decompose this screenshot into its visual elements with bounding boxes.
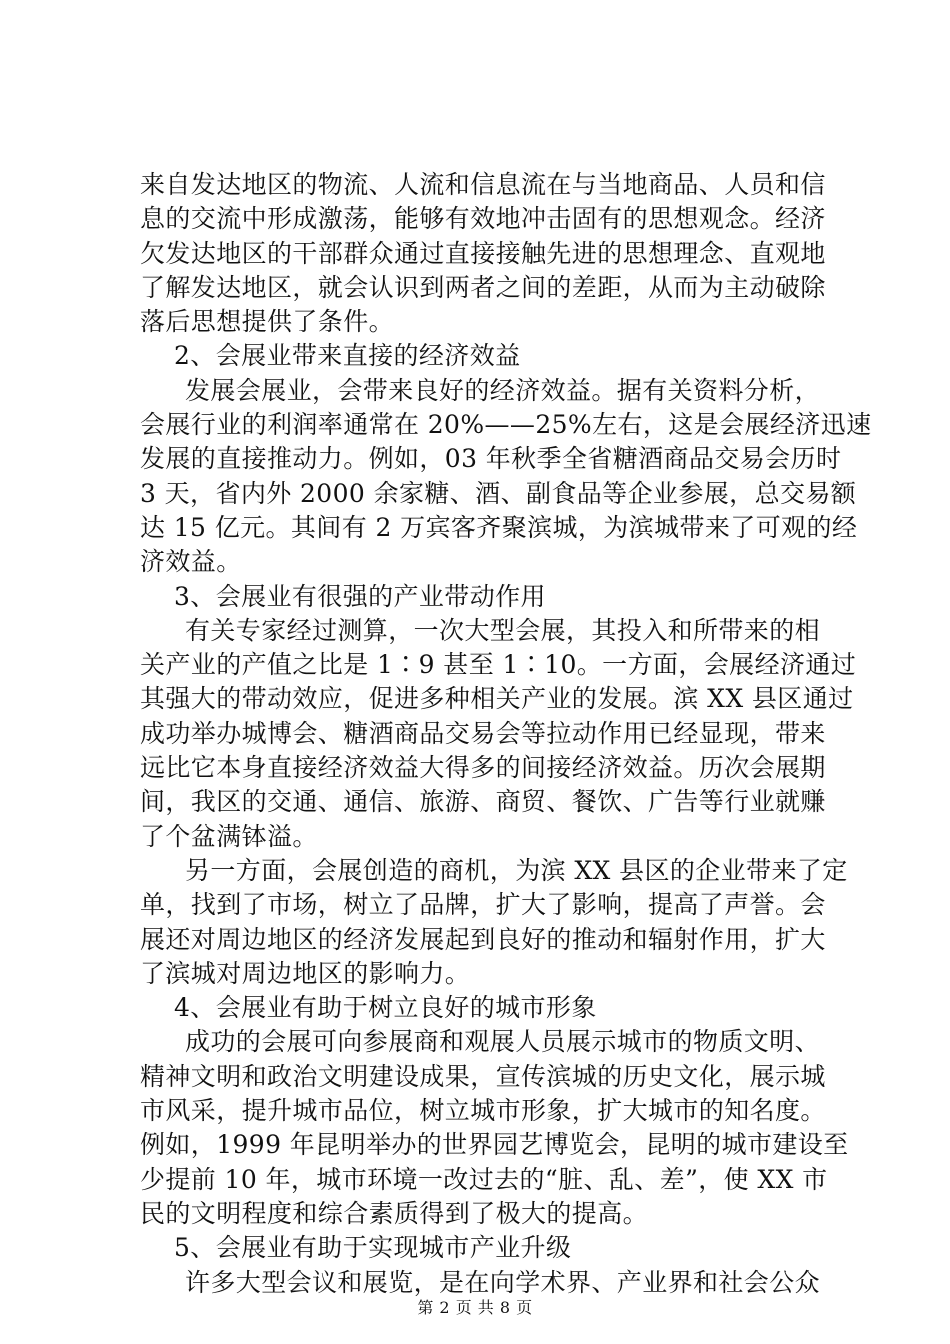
text-line: 展还对周边地区的经济发展起到良好的推动和辐射作用，扩大 bbox=[140, 924, 826, 954]
section-heading: 3、会展业有很强的产业带动作用 bbox=[174, 581, 546, 611]
text-line: 落后思想提供了条件。 bbox=[140, 307, 395, 337]
text-line: 了解发达地区，就会认识到两者之间的差距，从而为主动破除 bbox=[140, 272, 826, 302]
text-line: 成功举办城博会、糖酒商品交易会等拉动作用已经显现，带来 bbox=[140, 718, 826, 748]
paragraph-start: 成功的会展可向参展商和观展人员展示城市的物质文明、 bbox=[185, 1027, 821, 1057]
paragraph-start: 有关专家经过测算，一次大型会展，其投入和所带来的相 bbox=[185, 615, 821, 645]
text-line: 了个盆满钵溢。 bbox=[140, 821, 318, 851]
text-line: 达 15 亿元。其间有 2 万宾客齐聚滨城，为滨城带来了可观的经 bbox=[140, 512, 858, 542]
text-line: 精神文明和政治文明建设成果，宣传滨城的历史文化，展示城 bbox=[140, 1061, 826, 1091]
text-line: 例如，1999 年昆明举办的世界园艺博览会，昆明的城市建设至 bbox=[140, 1130, 849, 1160]
text-line: 发展的直接推动力。例如，03 年秋季全省糖酒商品交易会历时 bbox=[140, 444, 842, 474]
paragraph-start: 发展会展业，会带来良好的经济效益。据有关资料分析， bbox=[185, 375, 821, 405]
text-line: 少提前 10 年，城市环境一改过去的“脏、乱、差”，使 XX 市 bbox=[140, 1164, 828, 1194]
text-line: 息的交流中形成激荡，能够有效地冲击固有的思想观念。经济 bbox=[140, 204, 826, 234]
text-line: 民的文明程度和综合素质得到了极大的提高。 bbox=[140, 1198, 649, 1228]
text-line: 济效益。 bbox=[140, 547, 242, 577]
page-number-footer: 第 2 页 共 8 页 bbox=[417, 1298, 533, 1317]
text-line: 会展行业的利润率通常在 20%——25%左右，这是会展经济迅速 bbox=[140, 410, 872, 440]
text-line: 关产业的产值之比是 1∶9 甚至 1∶10。一方面，会展经济通过 bbox=[140, 650, 857, 680]
section-heading: 2、会展业带来直接的经济效益 bbox=[174, 341, 521, 371]
text-line: 3 天，省内外 2000 余家糖、酒、副食品等企业参展，总交易额 bbox=[140, 478, 857, 508]
paragraph-start: 许多大型会议和展览，是在向学术界、产业界和社会公众 bbox=[185, 1267, 821, 1297]
section-heading: 4、会展业有助于树立良好的城市形象 bbox=[174, 993, 597, 1023]
text-line: 远比它本身直接经济效益大得多的间接经济效益。历次会展期 bbox=[140, 753, 826, 783]
text-line: 来自发达地区的物流、人流和信息流在与当地商品、人员和信 bbox=[140, 170, 826, 199]
paragraph-start: 另一方面，会展创造的商机，为滨 XX 县区的企业带来了定 bbox=[185, 855, 848, 885]
text-line: 间，我区的交通、通信、旅游、商贸、餐饮、广告等行业就赚 bbox=[140, 787, 826, 817]
text-line: 了滨城对周边地区的影响力。 bbox=[140, 958, 471, 988]
body-text bbox=[140, 168, 872, 1300]
text-line: 单，找到了市场，树立了品牌，扩大了影响，提高了声誉。会 bbox=[140, 890, 826, 920]
text-line: 欠发达地区的干部群众通过直接接触先进的思想理念、直观地 bbox=[140, 238, 826, 268]
text-line: 市风采，提升城市品位，树立城市形象，扩大城市的知名度。 bbox=[140, 1096, 826, 1126]
text-line: 其强大的带动效应，促进多种相关产业的发展。滨 XX 县区通过 bbox=[140, 684, 854, 714]
section-heading: 5、会展业有助于实现城市产业升级 bbox=[174, 1233, 572, 1263]
